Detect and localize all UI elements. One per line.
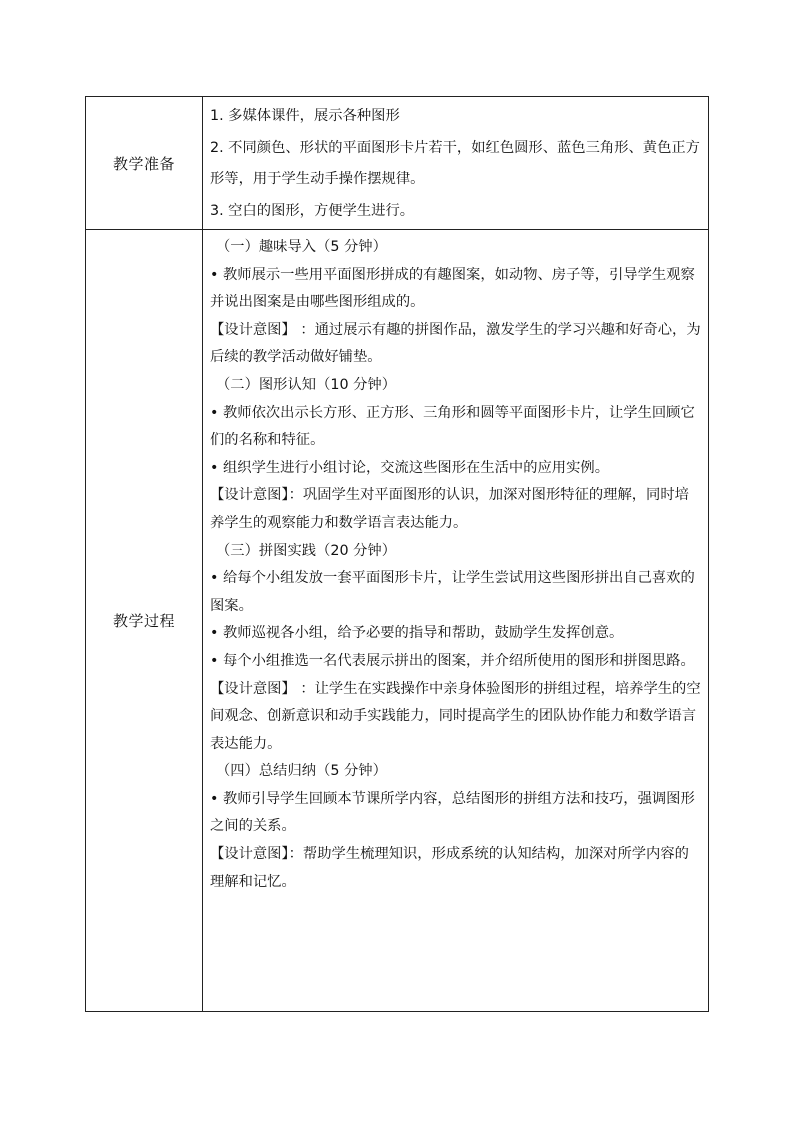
section-heading-4: （四）总结归纳（5 分钟） — [216, 763, 387, 780]
process-row — [86, 230, 709, 1012]
list-item: • 给每个小组发放一套平面图形卡片，让学生尝试用这些图形拼出自己喜欢的图案。 — [210, 570, 695, 614]
design-intent: 【设计意图】 ：让学生在实践操作中亲身体验图形的拼组过程，培养学生的空间观念、创新意识和动手实践能力，同时提高学生的团队协作能力和数学语言表达能力。 — [210, 680, 701, 752]
list-item: • 教师展示一些用平面图形拼成的有趣图案，如动物、房子等，引导学生观察并说出图案是由哪些图形组成的。 — [210, 266, 695, 311]
prep-row — [86, 97, 709, 230]
process-content — [203, 230, 709, 1012]
section-heading-2: （二）图形认知（10 分钟） — [216, 376, 397, 393]
prep-label: 教学准备 — [86, 97, 203, 230]
design-intent: 【设计意图】：帮助学生梳理知识，形成系统的认知结构，加深对所学内容的理解和记忆。 — [210, 846, 689, 890]
list-item: • 组织学生进行小组讨论，交流这些图形在生活中的应用实例。 — [210, 459, 609, 476]
process-label: 教学过程 — [86, 230, 203, 1012]
section-heading-3: （三）拼图实践（20 分钟） — [216, 542, 397, 559]
design-intent: 【设计意图】：巩固学生对平面图形的认识，加深对图形特征的理解，同时培养学生的观察能力和数学语言表达能力。 — [210, 487, 689, 531]
prep-item-1: 1. 多媒体课件，展示各种图形 — [210, 108, 400, 124]
prep-content — [203, 97, 709, 230]
section-heading-1: （一）趣味导入（5 分钟） — [216, 239, 387, 255]
list-item: • 教师依次出示长方形、正方形、三角形和圆等平面图形卡片，让学生回顾它们的名称和特征。 — [210, 404, 695, 449]
list-item: • 教师巡视各小组，给予必要的指导和帮助，鼓励学生发挥创意。 — [210, 625, 624, 642]
prep-item-3: 3. 空白的图形，方便学生进行。 — [210, 202, 415, 219]
lesson-plan-table — [85, 96, 709, 1012]
list-item: • 每个小组推选一名代表展示拼出的图案，并介绍所使用的图形和拼图思路。 — [210, 652, 695, 669]
design-intent: 【设计意图】 ：通过展示有趣的拼图作品，激发学生的学习兴趣和好奇心，为后续的教学活动做好铺垫。 — [210, 321, 701, 366]
list-item: • 教师引导学生回顾本节课所学内容，总结图形的拼组方法和技巧，强调图形之间的关系。 — [210, 790, 695, 835]
prep-item-2: 2. 不同颜色、形状的平面图形卡片若干，如红色圆形、蓝色三角形、黄色正方形等，用于学生动手操作摆规律。 — [210, 139, 700, 187]
